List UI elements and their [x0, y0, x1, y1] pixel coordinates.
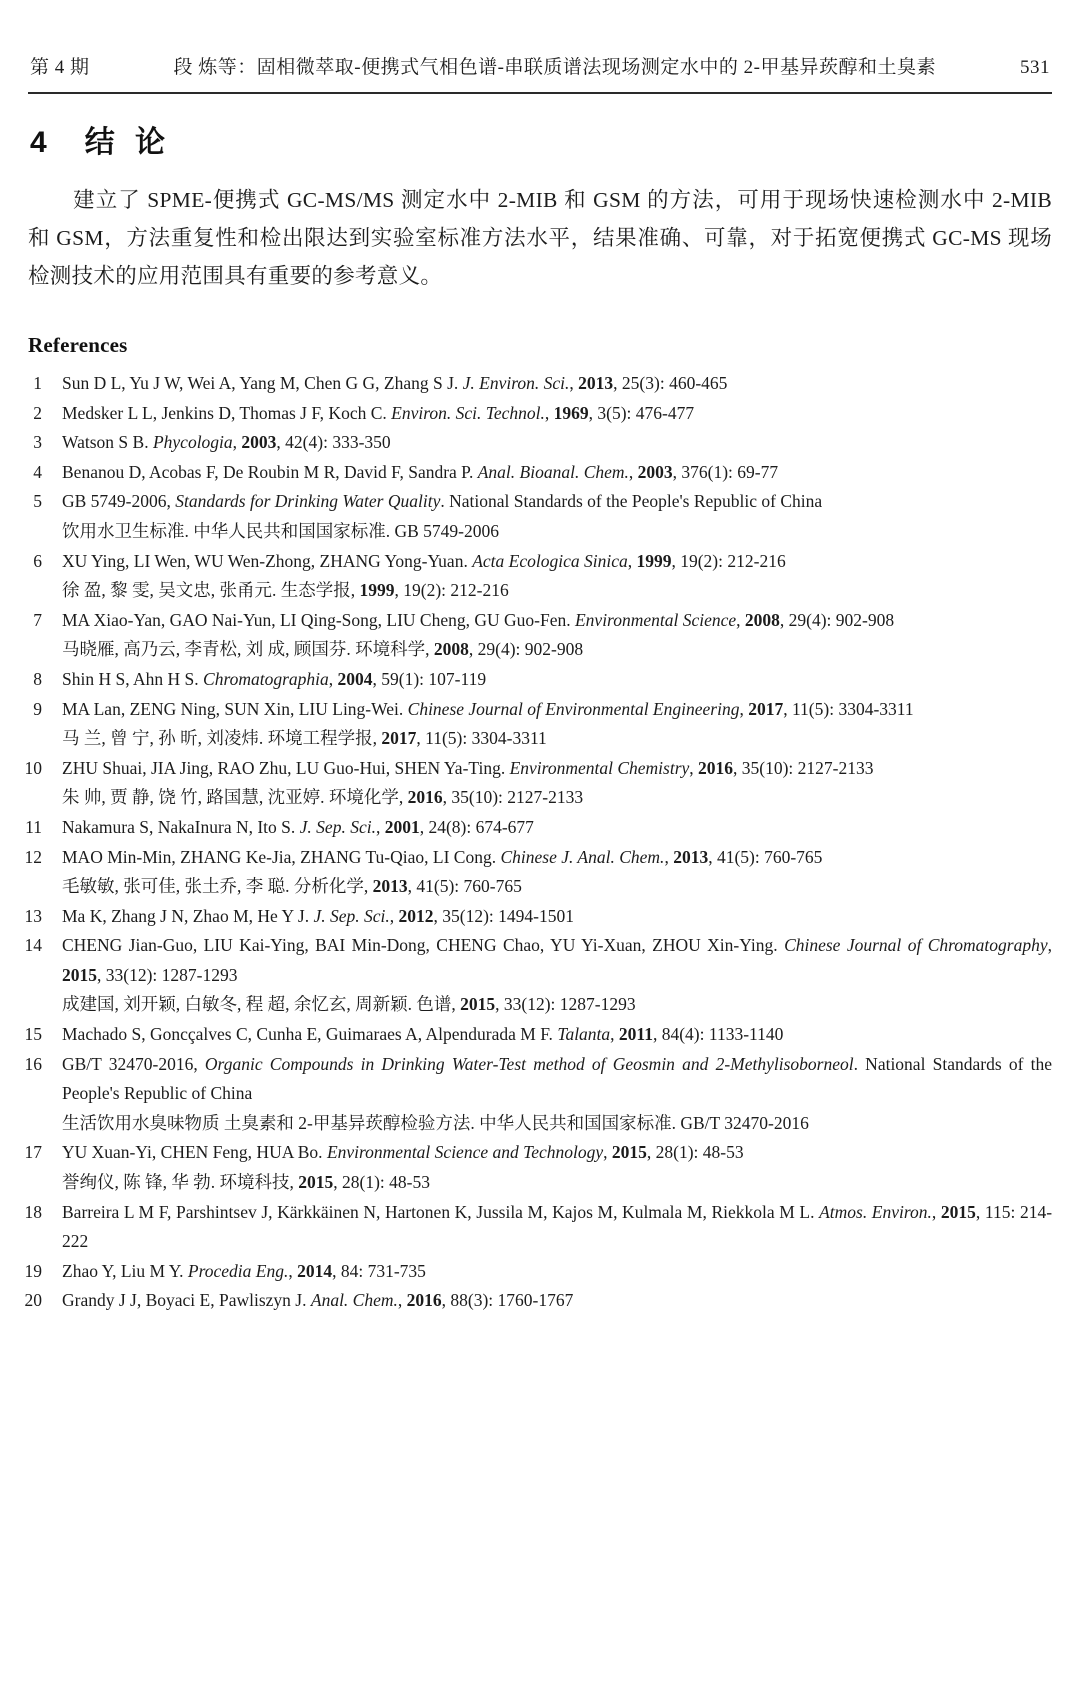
- running-title: 段 炼等：固相微萃取-便携式气相色谱-串联质谱法现场测定水中的 2-甲基异莰醇和土臭素: [173, 57, 936, 78]
- running-head: [0, 0, 1080, 79]
- reference-text: [62, 843, 1052, 902]
- section-title: 结 论: [84, 126, 172, 159]
- reference-list: [24, 369, 1053, 1316]
- reference-line: Watson S B. Phycologia, 2003, 42(4): 333-350: [62, 432, 391, 453]
- reference-number: 12: [24, 846, 42, 867]
- reference-line: Medsker L L, Jenkins D, Thomas J F, Koch C. Environ. Sci. Technol., 1969, 3(5): 476-477: [62, 402, 695, 423]
- reference-text: [62, 754, 1052, 813]
- reference-item: [28, 399, 1052, 429]
- reference-text: [62, 428, 1052, 458]
- reference-number: 8: [33, 668, 42, 689]
- reference-item: [24, 931, 1053, 1020]
- reference-item: [28, 458, 1052, 488]
- reference-text: [62, 458, 1052, 488]
- reference-line: 朱 帅, 贾 静, 饶 竹, 路国慧, 沈亚婷. 环境化学, 2016, 35(10): 2127-2133: [62, 787, 584, 808]
- reference-line: Grandy J J, Boyaci E, Pawliszyn J. Anal. Chem., 2016, 88(3): 1760-1767: [62, 1290, 574, 1311]
- reference-number: 15: [24, 1024, 42, 1045]
- reference-line: Zhao Y, Liu M Y. Procedia Eng., 2014, 84: 731-735: [62, 1260, 426, 1281]
- reference-item: [28, 369, 1052, 399]
- reference-text: [62, 1198, 1052, 1257]
- reference-line: 马晓雁, 高乃云, 李青松, 刘 成, 顾国芬. 环境科学, 2008, 29(4): 902-908: [62, 639, 584, 660]
- reference-text: [62, 1020, 1052, 1050]
- reference-item: [28, 606, 1052, 665]
- reference-number: 13: [24, 905, 42, 926]
- reference-text: [62, 547, 1052, 606]
- reference-number: 14: [24, 935, 42, 956]
- reference-item: [28, 665, 1052, 695]
- reference-line: GB 5749-2006, Standards for Drinking Water Quality. National Standards of the People's Republic of China: [62, 491, 823, 512]
- reference-line: 徐 盈, 黎 雯, 吴文忠, 张甬元. 生态学报, 1999, 19(2): 212-216: [62, 580, 509, 601]
- reference-number: 17: [24, 1142, 42, 1163]
- reference-number: 19: [24, 1260, 42, 1281]
- issue-label: 第 4 期: [30, 57, 90, 78]
- reference-text: [62, 1138, 1052, 1197]
- reference-number: 7: [33, 609, 42, 630]
- reference-text: [62, 369, 1052, 399]
- reference-line: 饮用水卫生标准. 中华人民共和国国家标准. GB 5749-2006: [62, 520, 500, 541]
- reference-line: MA Xiao-Yan, GAO Nai-Yun, LI Qing-Song, LIU Cheng, GU Guo-Fen. Environmental Science, 2008, 29(4): 902-908: [62, 609, 895, 630]
- reference-number: 10: [24, 757, 42, 778]
- header-rule: [28, 92, 1052, 94]
- reference-item: [25, 813, 1052, 843]
- reference-line: 毛敏敏, 张可佳, 张土乔, 李 聪. 分析化学, 2013, 41(5): 760-765: [62, 876, 522, 897]
- reference-line: GB/T 32470-2016, Organic Compounds in Drinking Water-Test method of Geosmin and 2-Methylisoborneol. National Standards of the People's Republic of China: [62, 1053, 1053, 1104]
- reference-line: Shin H S, Ahn H S. Chromatographia, 2004, 59(1): 107-119: [62, 668, 487, 689]
- reference-item: [24, 1138, 1052, 1197]
- reference-line: 誉绚仪, 陈 锋, 华 勃. 环境科技, 2015, 28(1): 48-53: [62, 1172, 430, 1193]
- reference-line: Ma K, Zhang J N, Zhao M, He Y J. J. Sep. Sci., 2012, 35(12): 1494-1501: [62, 905, 574, 926]
- reference-item: [24, 902, 1052, 932]
- reference-line: CHENG Jian-Guo, LIU Kai-Ying, BAI Min-Dong, CHENG Chao, YU Yi-Xuan, ZHOU Xin-Ying. Chinese Journal of Chromatography, 2015, 33(12): 1287-1293: [62, 935, 1053, 985]
- reference-number: 9: [33, 698, 42, 719]
- reference-line: YU Xuan-Yi, CHEN Feng, HUA Bo. Environmental Science and Technology, 2015, 28(1): 48-53: [62, 1142, 744, 1163]
- reference-number: 18: [24, 1201, 42, 1222]
- reference-item: [28, 695, 1052, 754]
- reference-item: [24, 1198, 1053, 1257]
- reference-number: 4: [33, 461, 42, 482]
- reference-number: 16: [24, 1053, 42, 1074]
- conclusion-section: [0, 126, 1080, 295]
- references-section: [24, 333, 1053, 1316]
- page-number: 531: [1020, 57, 1050, 78]
- section-heading: [30, 126, 1080, 159]
- reference-item: [28, 547, 1052, 606]
- reference-text: [62, 695, 1052, 754]
- reference-number: 2: [33, 402, 42, 423]
- reference-item: [24, 1286, 1052, 1316]
- reference-number: 11: [25, 816, 42, 837]
- reference-line: Nakamura S, NakaInura N, Ito S. J. Sep. Sci., 2001, 24(8): 674-677: [62, 816, 534, 837]
- reference-line: Sun D L, Yu J W, Wei A, Yang M, Chen G G, Zhang S J. J. Environ. Sci., 2013, 25(3): 460-465: [62, 373, 728, 393]
- reference-line: XU Ying, LI Wen, WU Wen-Zhong, ZHANG Yong-Yuan. Acta Ecologica Sinica, 1999, 19(2): 212-216: [62, 550, 786, 571]
- reference-number: 20: [24, 1290, 42, 1311]
- reference-line: 马 兰, 曾 宁, 孙 昕, 刘凌炜. 环境工程学报, 2017, 11(5): 3304-3311: [62, 728, 547, 749]
- reference-line: MA Lan, ZENG Ning, SUN Xin, LIU Ling-Wei. Chinese Journal of Environmental Engineering, 2017, 11(5): 3304-3311: [62, 698, 914, 719]
- reference-text: [62, 902, 1052, 932]
- reference-text: [62, 399, 1052, 429]
- reference-item: [28, 487, 1052, 546]
- reference-item: [28, 428, 1052, 458]
- reference-text: [62, 1257, 1052, 1287]
- reference-line: ZHU Shuai, JIA Jing, RAO Zhu, LU Guo-Hui, SHEN Ya-Ting. Environmental Chemistry, 2016, 35(10): 2127-2133: [62, 757, 874, 778]
- reference-line: 生活饮用水臭味物质 土臭素和 2-甲基异莰醇检验方法. 中华人民共和国国家标准. GB/T 32470-2016: [62, 1112, 809, 1133]
- reference-item: [24, 1050, 1053, 1139]
- reference-text: [62, 1050, 1052, 1139]
- reference-line: Benanou D, Acobas F, De Roubin M R, David F, Sandra P. Anal. Bioanal. Chem., 2003, 376(1): 69-77: [62, 461, 779, 482]
- reference-number: 5: [33, 491, 42, 512]
- reference-line: Barreira L M F, Parshintsev J, Kärkkäinen N, Hartonen K, Jussila M, Kajos M, Kulmala M, Riekkola M L. Atmos. Environ., 2015, 115: 214-222: [62, 1201, 1053, 1252]
- reference-text: [62, 487, 1052, 546]
- reference-text: [62, 931, 1052, 1020]
- reference-text: [62, 606, 1052, 665]
- reference-line: MAO Min-Min, ZHANG Ke-Jia, ZHANG Tu-Qiao, LI Cong. Chinese J. Anal. Chem., 2013, 41(5): 760-765: [62, 846, 823, 867]
- reference-text: [62, 1286, 1052, 1316]
- reference-number: 6: [33, 550, 42, 571]
- section-number: 4: [30, 126, 47, 159]
- reference-item: [24, 1020, 1052, 1050]
- reference-number: 3: [33, 432, 42, 453]
- reference-line: 成建国, 刘开颖, 白敏冬, 程 超, 余忆玄, 周新颖. 色谱, 2015, 33(12): 1287-1293: [62, 994, 636, 1015]
- reference-text: [62, 813, 1052, 843]
- reference-number: 1: [33, 373, 42, 393]
- reference-text: [62, 665, 1052, 695]
- references-heading: References: [28, 333, 128, 357]
- reference-line: Machado S, Goncçalves C, Cunha E, Guimaraes A, Alpendurada M F. Talanta, 2011, 84(4): 1133-1140: [62, 1024, 784, 1045]
- reference-item: [24, 754, 1052, 813]
- reference-item: [24, 1257, 1052, 1287]
- reference-item: [24, 843, 1052, 902]
- conclusion-paragraph: 建立了 SPME-便携式 GC-MS/MS 测定水中 2-MIB 和 GSM 的方法，可用于现场快速检测水中 2-MIB 和 GSM，方法重复性和检出限达到实验室标准方法水平，结果准确、可靠，对于拓宽便携式 GC-MS 现场检测技术的应用范围具有重要的参考意义。: [28, 188, 1052, 288]
